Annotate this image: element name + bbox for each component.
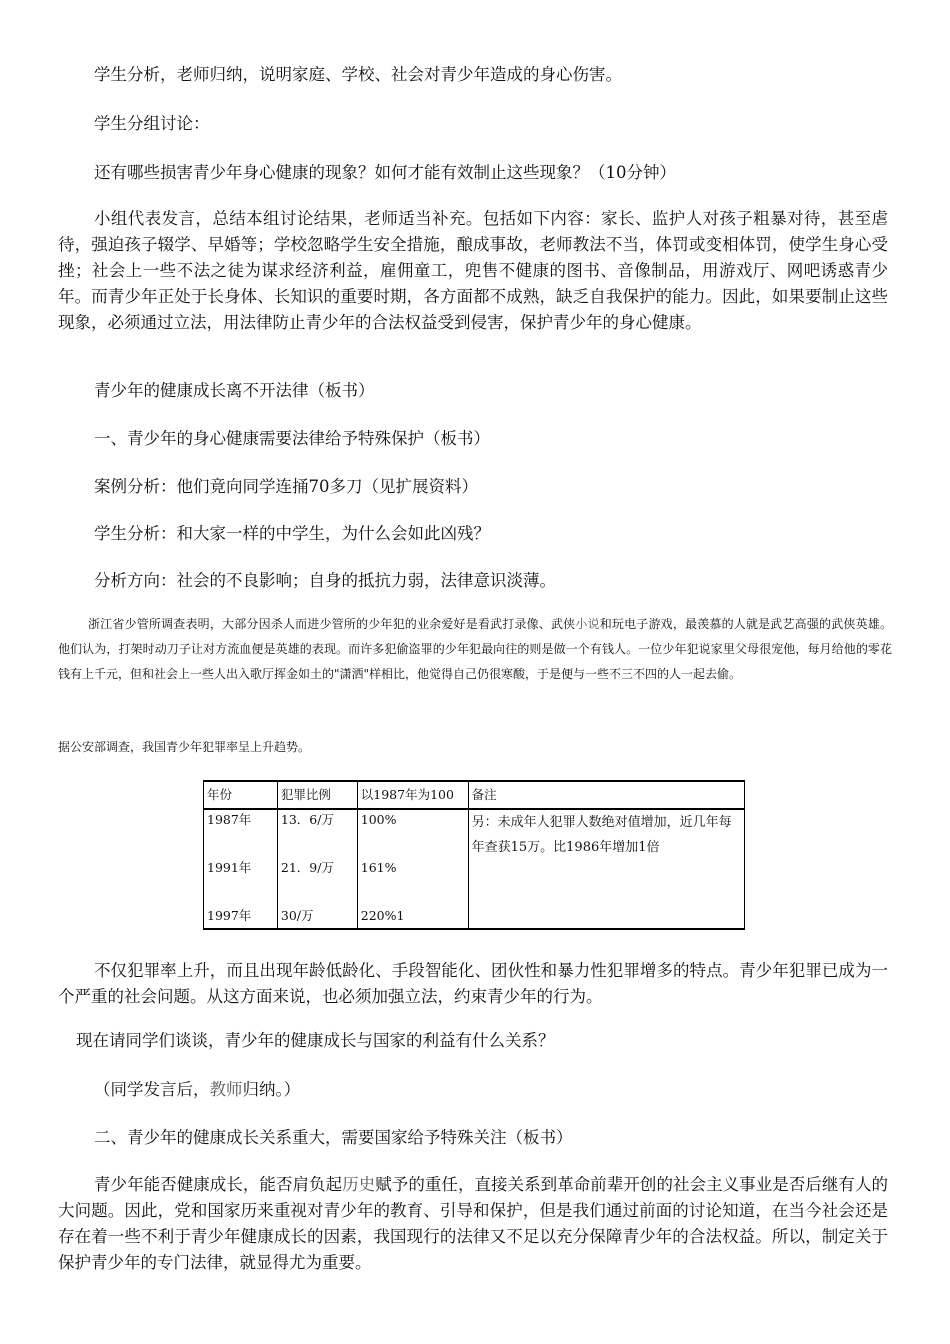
healthy-growth-end: 赋予的重任，直接关系到革命前辈开创的社会主义事业是否后继有人的大问题。因此，党和国家历来重视对青少年的教育、引导和保护，但是我们通过前面的讨论知道，在当今社会还是存在着一些不利于青少年健康成长的因素，我国现行的法律又不足以充分保障青少年的合法权益。所以，制定关于保护青少年的专门法律，就显得尤为重要。: [58, 1175, 889, 1272]
healthy-growth-start: 青少年能否健康成长，能否肩负起: [94, 1175, 343, 1194]
year-column: [204, 809, 278, 929]
paragraph-board-title: 青少年的健康成长离不开法律（板书）: [94, 381, 375, 400]
paragraph-discussion-question: 还有哪些损害青少年身心健康的现象？如何才能有效制止这些现象？（10分钟）: [94, 163, 676, 182]
paragraph-group-report: 小组代表发言，总结本组讨论结果，老师适当补充。包括如下内容：家长、监护人对孩子粗暴对待，甚至虐待，强迫孩子辍学、早婚等；学校忽略学生安全措施，酿成事故，老师教法不当，体罚或变相体罚，使学生身心受挫；社会上一些不法之徒为谋求经济利益，雇佣童工，兜售不健康的图书、音像制品，用游戏厅、网吧诱惑青少年。而青少年正处于长身体、长知识的重要时期，各方面都不成熟，缺乏自我保护的能力。因此，如果要制止这些现象，必须通过立法，用法律防止青少年的合法权益受到侵害，保护青少年的身心健康。: [58, 209, 888, 332]
history-link[interactable]: 历史: [342, 1175, 376, 1194]
paragraph-national-interest-question: 现在请同学们谈谈，青少年的健康成长与国家的利益有什么关系？: [76, 1031, 555, 1050]
paragraph-case-analysis: 案例分析：他们竟向同学连捅70多刀（见扩展资料）: [94, 477, 478, 496]
ratio-cell: 30/万: [280, 908, 314, 923]
paragraph-group-discussion: 学生分组讨论：: [94, 114, 210, 133]
paragraph-analysis-direction: 分析方向：社会的不良影响；自身的抵抗力弱，法律意识淡薄。: [94, 571, 556, 590]
header-note: 备注: [468, 781, 744, 809]
header-index: 以1987年为100: [357, 781, 468, 809]
paragraph-section-two-heading: 二、青少年的健康成长关系重大，需要国家给予特殊关注（板书）: [94, 1128, 573, 1147]
index-cell: 220%1: [360, 908, 405, 923]
year-cell: 1991年: [207, 860, 252, 875]
table-row: [204, 809, 745, 929]
paragraph-crime-trends: 不仅犯罪率上升，而且出现年龄低龄化、手段智能化、团伙性和暴力性犯罪增多的特点。青少年犯罪已成为一个严重的社会问题。从这方面来说，也必须加强立法，约束青少年的行为。: [58, 961, 888, 1006]
index-cell: 100%: [360, 812, 397, 827]
table-header-row: [204, 781, 745, 809]
year-cell: 1987年: [207, 812, 252, 827]
teacher-summary-start: （同学发言后，: [94, 1080, 210, 1099]
header-year: 年份: [204, 781, 278, 809]
paragraph-police-survey: 据公安部调查，我国青少年犯罪率呈上升趋势。: [58, 740, 311, 754]
index-column: [357, 809, 468, 929]
paragraph-section-one-heading: 一、青少年的身心健康需要法律给予特殊保护（板书）: [94, 429, 490, 448]
ratio-cell: 13．6/万: [280, 812, 334, 827]
paragraph-zhejiang-survey: [58, 612, 892, 687]
teacher-link[interactable]: 教师: [209, 1080, 243, 1099]
note-cell: 另：未成年人犯罪人数绝对值增加，近几年每年查获15万。比1986年增加1倍: [468, 809, 744, 929]
teacher-summary-end: 归纳。）: [242, 1080, 301, 1099]
year-cell: 1997年: [207, 908, 252, 923]
survey-text-end: 和玩电子游戏，最羡慕的人就是武艺高强的武侠英雄。他们认为，打架时动刀子让对方流血便是英雄的表现。而许多犯偷盗罪的少年犯最向往的则是做一个有钱人。一位少年犯说家里父母很宠他，每月给他的零花钱有上千元，但和社会上一些人出入歌厅挥金如土的"潇洒"样相比，他觉得自己仍很寒酸，于是便与一些不三不四的人一起去偷。: [58, 617, 892, 681]
header-ratio: 犯罪比例: [277, 781, 357, 809]
paragraph-healthy-growth: [58, 1172, 888, 1276]
ratio-column: [277, 809, 357, 929]
index-cell: 161%: [360, 860, 397, 875]
paragraph-teacher-summary: [58, 1077, 888, 1103]
ratio-cell: 21．9/万: [280, 860, 334, 875]
crime-rate-table: [203, 780, 745, 930]
survey-text-start: 浙江省少管所调查表明，大部分因杀人而进少管所的少年犯的业余爱好是看武打录像、武侠: [88, 617, 576, 631]
novel-link[interactable]: 小说: [575, 617, 600, 631]
paragraph-analysis-summary: 学生分析，老师归纳，说明家庭、学校、社会对青少年造成的身心伤害。: [94, 65, 622, 84]
paragraph-student-analysis: 学生分析：和大家一样的中学生，为什么会如此凶残？: [94, 524, 490, 543]
